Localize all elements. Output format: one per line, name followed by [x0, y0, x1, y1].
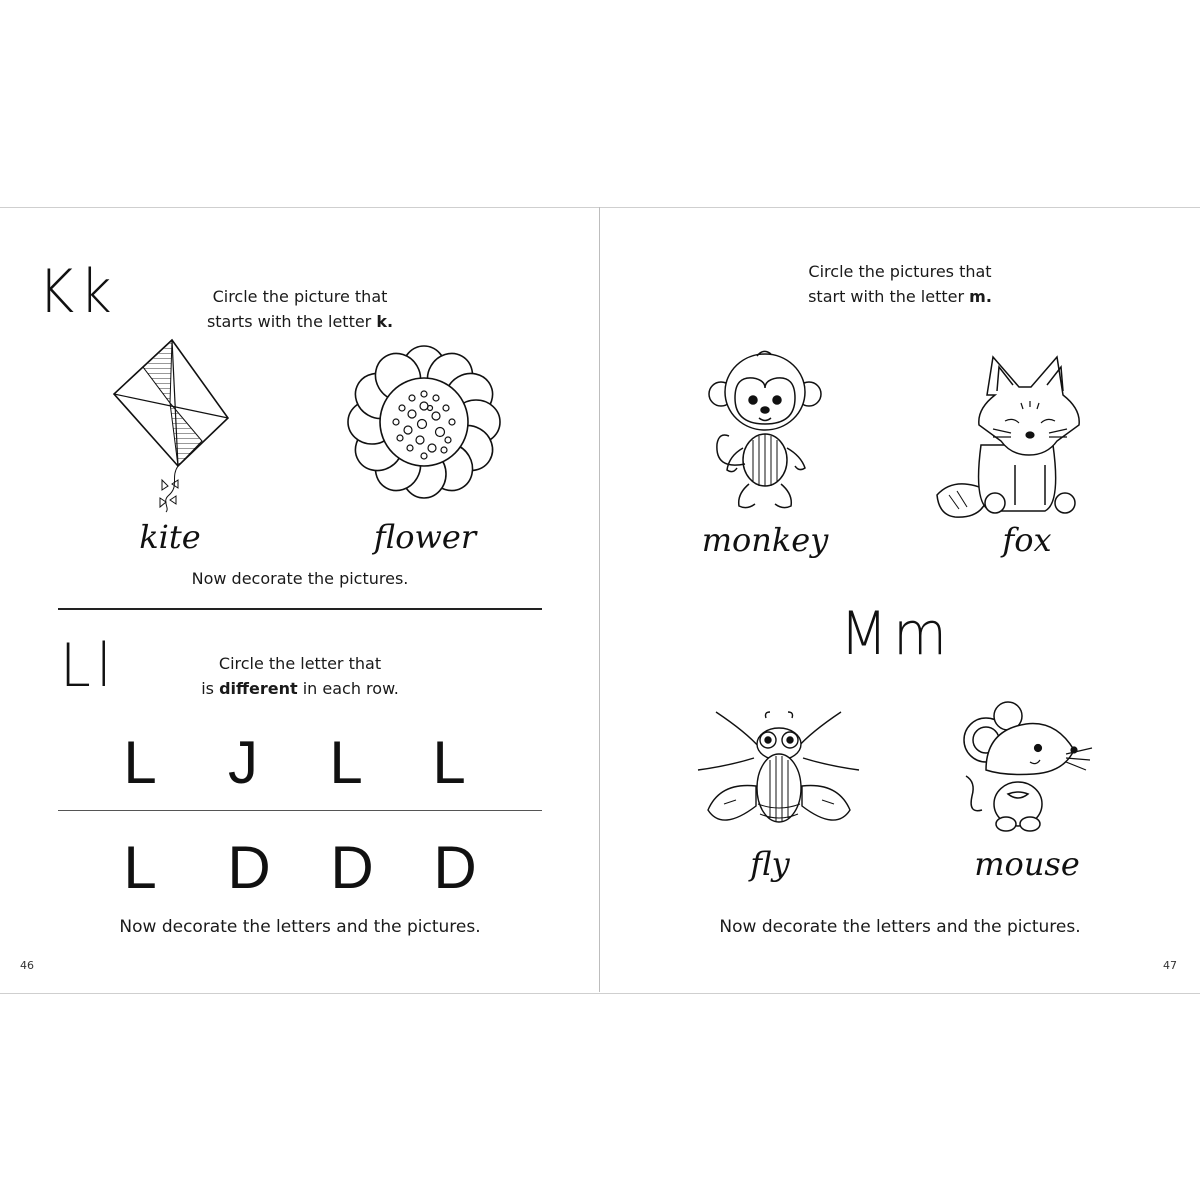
row1-letter-3[interactable]: L	[329, 729, 363, 796]
letter-pair-kk: Kk	[38, 257, 118, 327]
section-divider	[58, 608, 542, 610]
l-instruction	[150, 651, 450, 701]
m-instruction	[750, 259, 1050, 309]
word-kite: kite	[139, 518, 201, 556]
letter-pair-mm: Mm	[840, 599, 953, 669]
k-instruction-line1: Circle the picture that	[212, 287, 388, 306]
row2-letter-3[interactable]: D	[330, 834, 374, 901]
letter-pair-ll: Ll	[60, 631, 118, 701]
page-number-left: 46	[20, 959, 34, 972]
fox-icon[interactable]	[935, 355, 1085, 520]
l-footer: Now decorate the letters and the pictures.	[119, 917, 481, 937]
page-number-right: 47	[1163, 959, 1177, 972]
flower-icon[interactable]	[348, 346, 500, 498]
monkey-icon[interactable]	[705, 348, 825, 513]
row2-letter-2[interactable]: D	[227, 834, 271, 901]
mouse-icon[interactable]	[962, 700, 1097, 835]
word-monkey: monkey	[701, 521, 829, 559]
k-instruction-line2: starts with the letter k.	[206, 312, 394, 331]
page-gutter	[599, 207, 600, 992]
word-fox: fox	[1002, 521, 1052, 559]
kite-icon[interactable]	[110, 338, 230, 513]
row2-letter-4[interactable]: D	[433, 834, 477, 901]
k-instruction	[150, 284, 450, 334]
l-instruction-line2: is different in each row.	[201, 679, 399, 698]
fly-icon[interactable]	[696, 710, 861, 835]
row1-letter-1[interactable]: L	[123, 729, 157, 796]
l-instruction-line1: Circle the letter that	[218, 654, 382, 673]
m-footer: Now decorate the letters and the pictures.	[719, 917, 1081, 937]
row-divider	[58, 810, 542, 811]
word-fly: fly	[750, 845, 790, 883]
row1-letter-2[interactable]: J	[228, 729, 258, 796]
word-mouse: mouse	[974, 845, 1080, 883]
row2-letter-1[interactable]: L	[123, 834, 157, 901]
m-instruction-line2: start with the letter m.	[808, 287, 992, 306]
m-instruction-line1: Circle the pictures that	[808, 262, 992, 281]
k-footer: Now decorate the pictures.	[191, 569, 409, 588]
word-flower: flower	[373, 518, 477, 556]
row1-letter-4[interactable]: L	[432, 729, 466, 796]
